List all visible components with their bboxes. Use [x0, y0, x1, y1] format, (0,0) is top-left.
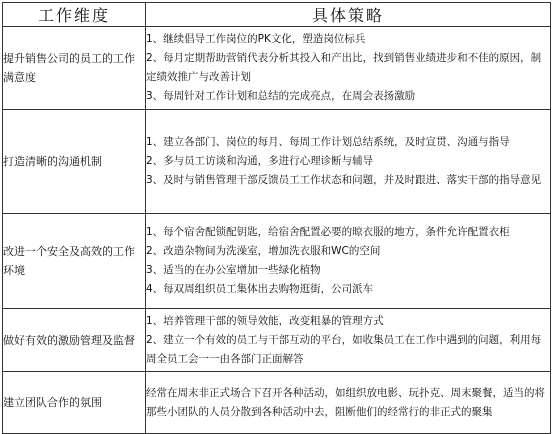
- strategy-cell: [146, 309, 551, 372]
- strategy-item: 2、多与员工访谈和沟通，多进行心理诊断与辅导: [146, 155, 374, 167]
- header-dimension: 工作维度: [3, 3, 146, 27]
- dimension-cell: 提升销售公司的员工的工作满意度: [3, 27, 146, 110]
- strategy-item: 2、建立一个有效的员工与干部互动的平台，如收集员工在工作中遇到的问题，利用每周全员工会一一由各部门正面解答: [146, 333, 542, 365]
- strategy-item: 3、及时与销售管理干部反馈员工工作状态和问题，并及时跟进、落实干部的指导意见: [146, 174, 542, 186]
- strategy-item: 3、每周针对工作计划和总结的完成亮点，在周会表扬激励: [146, 90, 416, 102]
- strategy-item: 4、每双周组织员工集体出去购物逛街，公司派车: [146, 283, 374, 295]
- strategy-cell: [146, 372, 551, 434]
- dimension-cell: 做好有效的激励管理及监督: [3, 309, 146, 372]
- header-row: [3, 3, 551, 27]
- table-row: [3, 27, 551, 110]
- strategy-item: 经常在周末非正式场合下召开各种活动，如组织放电影、玩扑克、周末聚餐，适当的将那些小团队的人员分散到各种活动中去，阻断他们的经常行的非正式的聚集: [146, 386, 545, 418]
- strategy-cell: [146, 27, 551, 110]
- header-strategy: 具体策略: [146, 3, 551, 27]
- table-row: [3, 214, 551, 309]
- strategy-item: 1、继续倡导工作岗位的PK文化，塑造岗位标兵: [146, 33, 366, 45]
- table-row: [3, 309, 551, 372]
- strategy-item: 1、每个宿舍配锁配钥匙，给宿舍配置必要的晾衣服的地方，条件允许配置衣柜: [146, 226, 510, 238]
- strategy-item: 1、培养管理干部的领导效能，改变粗暴的管理方式: [146, 314, 384, 327]
- strategy-item: 2、每月定期帮助营销代表分析其投入和产出比，找到销售业绩进步和不佳的原因，制定绩效推广与改善计划: [146, 52, 542, 83]
- dimension-cell: 改进一个安全及高效的工作环境: [3, 214, 146, 309]
- table-row: [3, 372, 551, 434]
- strategy-item: 2、改造杂物间为洗澡室，增加洗衣服和WC的空间: [146, 245, 381, 257]
- strategy-table: [2, 2, 551, 434]
- table-row: [3, 110, 551, 214]
- strategy-cell: [146, 110, 551, 214]
- strategy-cell: [146, 214, 551, 309]
- dimension-cell: 建立团队合作的氛围: [3, 372, 146, 434]
- dimension-cell: 打造清晰的沟通机制: [3, 110, 146, 214]
- strategy-item: 1、建立各部门、岗位的每月、每周工作计划总结系统，及时宣贯、沟通与指导: [146, 136, 510, 148]
- strategy-item: 3、适当的在办公室增加一些绿化植物: [146, 264, 321, 276]
